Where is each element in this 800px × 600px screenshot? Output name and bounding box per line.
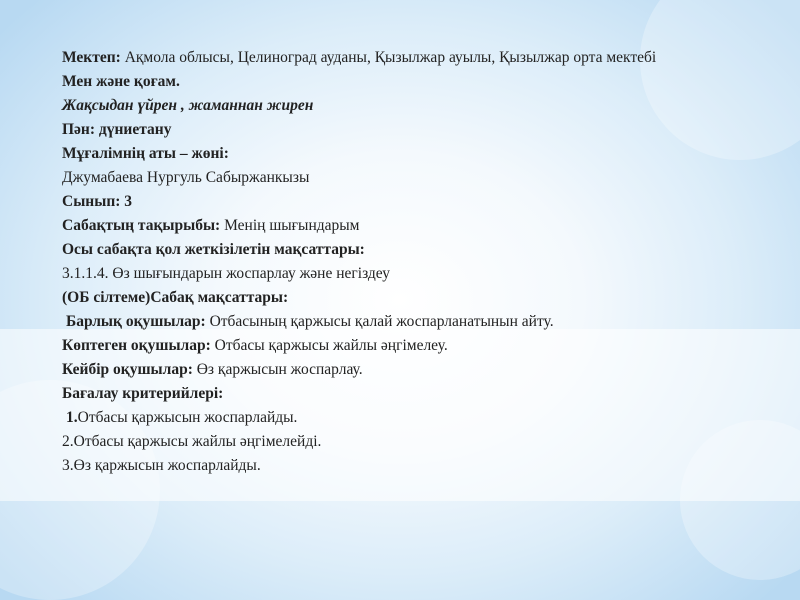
proverb: Жақсыдан үйрен , жаманнан жирен (62, 97, 314, 114)
objectives-value: 3.1.1.4. Өз шығындарын жоспарлау және негіздеу (62, 265, 391, 282)
some-students-line: Кейбір оқушылар: Өз қаржысын жоспарлау. (62, 361, 363, 378)
grade-line: Сынып: 3 (62, 193, 133, 210)
topic-line: Сабақтың тақырыбы: Менің шығындарым (62, 217, 360, 234)
teacher-label: Мұғалімнің аты – жөні: (62, 145, 229, 162)
criteria-item: 1.Отбасы қаржысын жоспарлайды. (66, 409, 298, 426)
objectives-label: Осы сабақта қол жеткізілетін мақсаттары: (62, 241, 365, 258)
all-students-line: Барлық оқушылар: Отбасының қаржысы қалай жоспарланатынын айту. (66, 313, 554, 330)
criteria-item: 2.Отбасы қаржысы жайлы әңгімелейді. (62, 433, 322, 450)
teacher-name: Джумабаева Нургуль Сабыржанкызы (62, 169, 310, 186)
criteria-item: 3.Өз қаржысын жоспарлайды. (62, 457, 261, 474)
lesson-goals-label: (ОБ сілтеме)Сабақ мақсаттары: (62, 289, 289, 306)
most-students-line: Көптеген оқушылар: Отбасы қаржысы жайлы әңгімелеу. (62, 337, 448, 354)
school-line: Мектеп: Ақмола облысы, Целиноград ауданы, Қызылжар ауылы, Қызылжар орта мектебі (62, 49, 657, 66)
lesson-plan-text (62, 46, 702, 478)
subject-line: Пән: дүниетану (62, 121, 172, 138)
unit-title: Мен және қоғам. (62, 73, 180, 90)
criteria-label: Бағалау критерийлері: (62, 385, 224, 402)
